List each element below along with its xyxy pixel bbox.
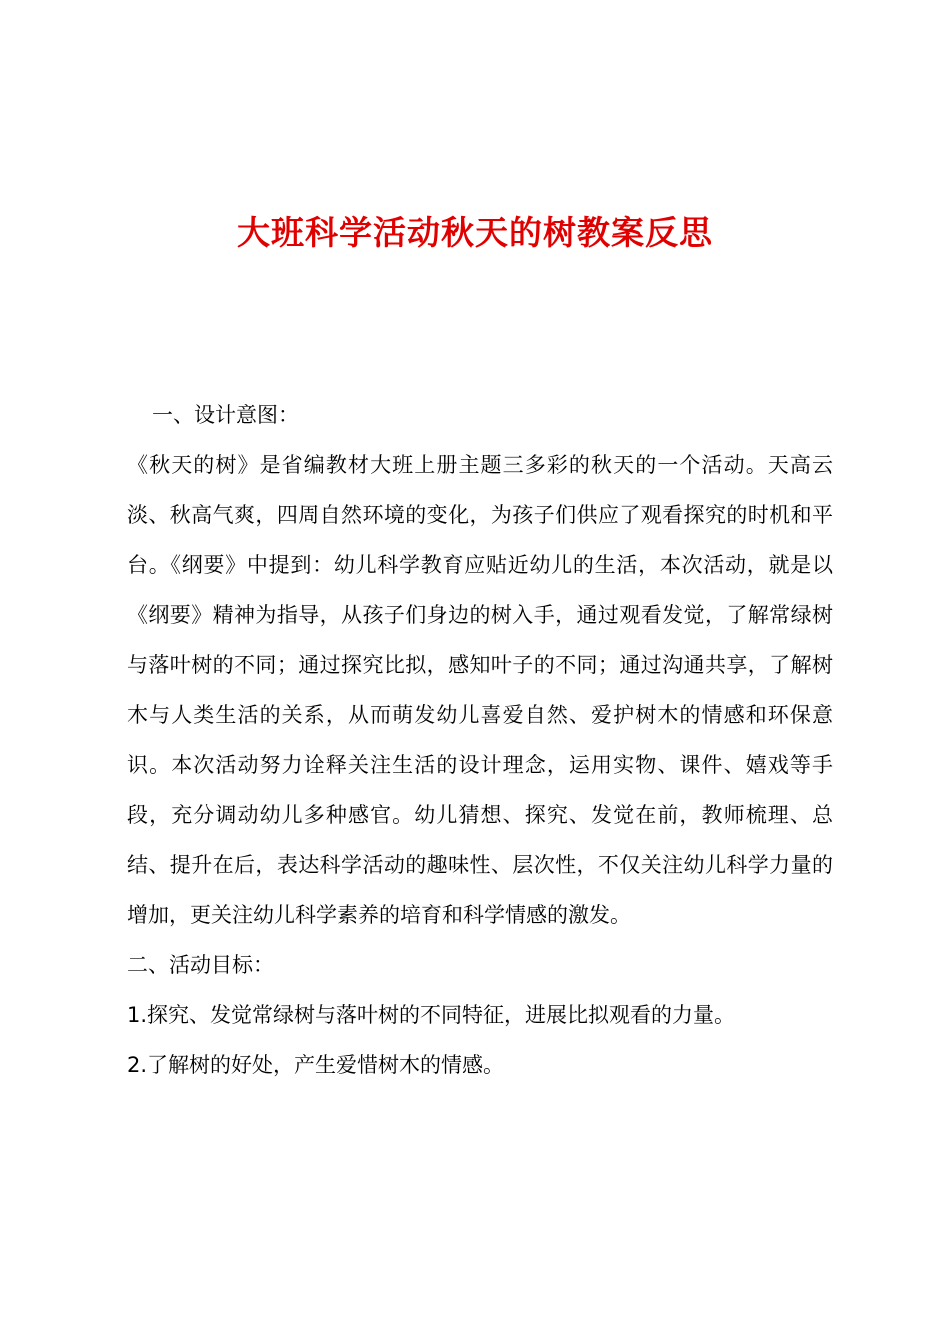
section-heading-activity-goals: 二、活动目标：: [127, 953, 274, 977]
activity-goal-1: 1.探究、发觉常绿树与落叶树的不同特征，进展比拟观看的力量。: [127, 1003, 736, 1027]
document-title: 大班科学活动秋天的树教案反思: [237, 213, 713, 252]
design-intent-paragraph: 《秋天的树》是省编教材大班上册主题三多彩的秋天的一个活动。天高云淡、秋高气爽，四周自然环境的变化，为孩子们供应了观看探究的时机和平台。《纲要》中提到：幼儿科学教育应贴近幼儿的生活，本次活动，就是以《纲要》精神为指导，从孩子们身边的树入手，通过观看发觉，了解常绿树与落叶树的不同；通过探究比拟，感知叶子的不同；通过沟通共享，了解树木与人类生活的关系，从而萌发幼儿喜爱自然、爱护树木的情感和环保意识。本次活动努力诠释关注生活的设计理念，运用实物、课件、嬉戏等手段，充分调动幼儿多种感官。幼儿猜想、探究、发觉在前，教师梳理、总结、提升在后，表达科学活动的趣味性、层次性，不仅关注幼儿科学力量的增加，更关注幼儿科学素养的培育和科学情感的激发。: [127, 453, 833, 927]
document-body: [127, 390, 833, 1090]
section-heading-design-intent: 一、设计意图：: [152, 403, 299, 427]
activity-goal-2: 2.了解树的好处，产生爱惜树木的情感。: [127, 1053, 505, 1077]
